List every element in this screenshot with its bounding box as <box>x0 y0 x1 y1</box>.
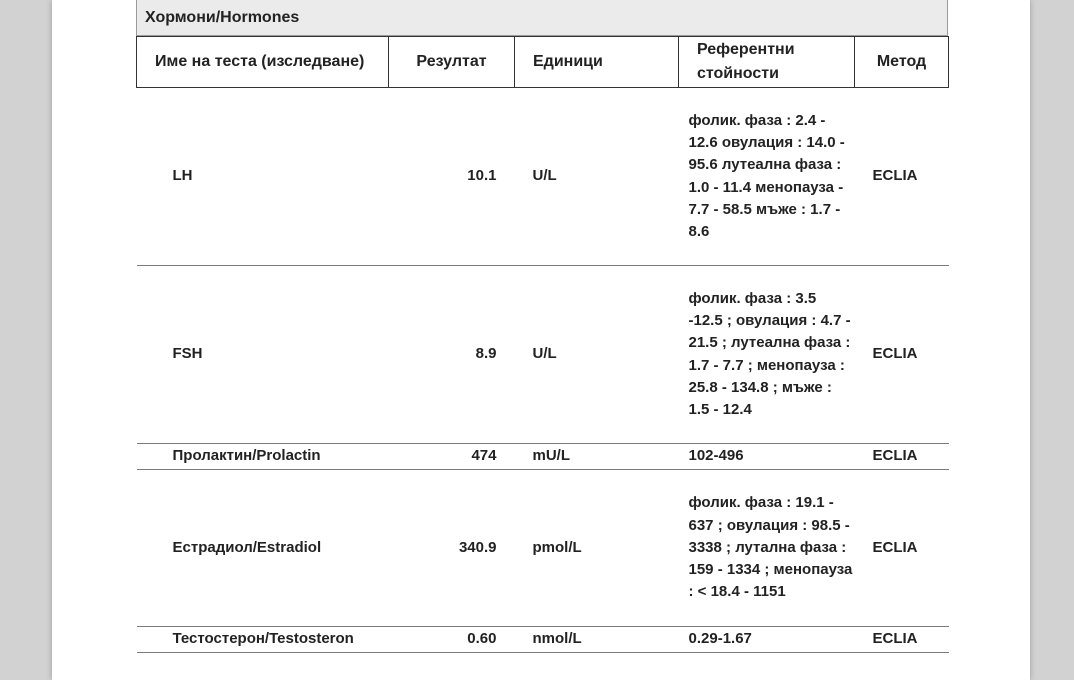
test-units: nmol/L <box>515 627 679 653</box>
test-reference: фолик. фаза : 19.1 - 637 ; овулация : 98.5 - 3338 ; лутална фаза : 159 - 1334 ; менопауза : < 18.4 - 1151 <box>679 470 855 627</box>
test-units: pmol/L <box>515 470 679 627</box>
test-name: LH <box>137 88 389 266</box>
test-method: ECLIA <box>855 266 949 444</box>
test-method: ECLIA <box>855 88 949 266</box>
column-header-units: Единици <box>515 37 679 88</box>
test-reference: 0.29-1.67 <box>679 627 855 653</box>
test-units: mU/L <box>515 444 679 470</box>
test-reference: 102-496 <box>679 444 855 470</box>
results-table <box>136 36 949 653</box>
test-name: Тестостерон/Testosteron <box>137 627 389 653</box>
report-page <box>52 0 1030 680</box>
test-method: ECLIA <box>855 444 949 470</box>
column-header-method: Метод <box>855 37 949 88</box>
test-result: 10.1 <box>389 88 515 266</box>
column-header-name: Име на теста (изследване) <box>137 37 389 88</box>
test-method: ECLIA <box>855 627 949 653</box>
test-method: ECLIA <box>855 470 949 627</box>
test-name: Естрадиол/Estradiol <box>137 470 389 627</box>
table-row-estradiol <box>137 470 949 627</box>
test-result: 0.60 <box>389 627 515 653</box>
test-units: U/L <box>515 88 679 266</box>
table-row-prolactin <box>137 444 949 470</box>
test-result: 474 <box>389 444 515 470</box>
test-name: Пролактин/Prolactin <box>137 444 389 470</box>
table-row-testosterone <box>137 627 949 653</box>
column-header-result: Резултат <box>389 37 515 88</box>
section-title: Хормони/Hormones <box>136 0 948 36</box>
table-header-row <box>137 37 949 88</box>
test-name: FSH <box>137 266 389 444</box>
test-reference: фолик. фаза : 2.4 - 12.6 овулация : 14.0 - 95.6 лутеална фаза : 1.0 - 11.4 менопауза - 7.7 - 58.5 мъже : 1.7 - 8.6 <box>679 88 855 266</box>
column-header-reference: Референтни стойности <box>679 37 855 88</box>
test-units: U/L <box>515 266 679 444</box>
hormones-section <box>136 0 948 653</box>
table-row-fsh <box>137 266 949 444</box>
test-reference: фолик. фаза : 3.5 -12.5 ; овулация : 4.7 - 21.5 ; лутеална фаза : 1.7 - 7.7 ; менопауза : 25.8 - 134.8 ; мъже : 1.5 - 12.4 <box>679 266 855 444</box>
table-row-lh <box>137 88 949 266</box>
test-result: 8.9 <box>389 266 515 444</box>
test-result: 340.9 <box>389 470 515 627</box>
